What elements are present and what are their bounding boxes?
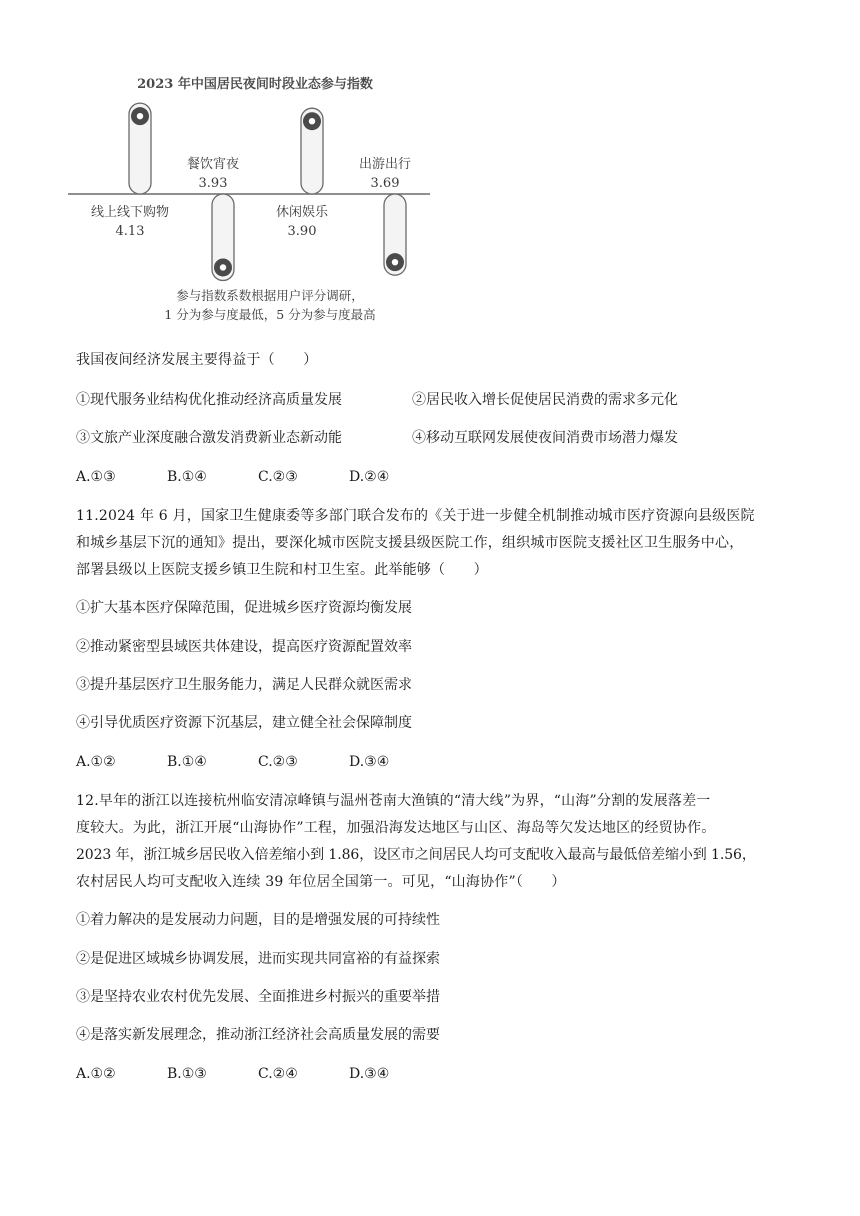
q12-option-1: ①着力解决的是发展动力问题，目的是增强发展的可持续性 (76, 912, 440, 928)
q10-choice-d[interactable]: D.②④ (349, 469, 390, 485)
category-label-2: 餐饮宵夜 (186, 157, 240, 172)
q11-stem-line-1: 11.2024 年 6 月，国家卫生健康委等多部门联合发布的《关于进一步健全机制推动城市医疗资源向县级医院 (76, 508, 755, 524)
category-label-4: 出游出行 (358, 157, 412, 172)
q12-choice-a[interactable]: A.①② (76, 1066, 116, 1082)
value-label-4: 3.69 (370, 176, 400, 191)
chart-title: 2023 年中国居民夜间时段业态参与指数 (137, 77, 373, 92)
q11-stem-line-3: 部署县级以上医院支援乡镇卫生院和村卫生室。此举能够（ ） (76, 562, 488, 578)
q11-choice-c[interactable]: C.②③ (258, 754, 298, 770)
category-label-1: 线上线下购物 (90, 205, 170, 220)
q10-option-1: ①现代服务业结构优化推动经济高质量发展 (76, 392, 342, 408)
q10-choice-b[interactable]: B.①④ (167, 469, 207, 485)
q12-option-4: ④是落实新发展理念，推动浙江经济社会高质量发展的需要 (76, 1027, 440, 1043)
leisure-phone-icon-glyph (309, 118, 315, 124)
q11-choice-b[interactable]: B.①④ (167, 754, 207, 770)
q11-option-2: ②推动紧密型县域医共体建设，提高医疗资源配置效率 (76, 639, 412, 655)
q11-choice-d[interactable]: D.③④ (349, 754, 390, 770)
value-label-3: 3.90 (287, 224, 317, 239)
q10-choice-a[interactable]: A.①③ (76, 469, 116, 485)
shopping-people-icon-glyph (137, 113, 143, 119)
q11-choice-a[interactable]: A.①② (76, 754, 116, 770)
q12-stem-line-1: 12.早年的浙江以连接杭州临安清凉峰镇与温州苍南大渔镇的“清大线”为界，“山海”分割的发展落差一 (76, 793, 711, 809)
q12-stem-line-2: 度较大。为此，浙江开展“山海协作”工程，加强沿海发达地区与山区、海岛等欠发达地区的经贸协作。 (76, 820, 716, 836)
q10-option-3: ③文旅产业深度融合激发消费新业态新动能 (76, 430, 342, 446)
q12-choice-c[interactable]: C.②④ (258, 1066, 298, 1082)
q11-option-4: ④引导优质医疗资源下沉基层，建立健全社会保障制度 (76, 715, 412, 731)
night-economy-chart (60, 64, 450, 334)
dining-icon-glyph (220, 264, 226, 270)
q12-choice-d[interactable]: D.③④ (349, 1066, 390, 1082)
q10-option-4: ④移动互联网发展使夜间消费市场潜力爆发 (412, 430, 678, 446)
q10-stem: 我国夜间经济发展主要得益于（ ） (76, 352, 318, 368)
q12-option-3: ③是坚持农业农村优先发展、全面推进乡村振兴的重要举措 (76, 989, 440, 1005)
q10-choice-c[interactable]: C.②③ (258, 469, 298, 485)
q12-stem-line-4: 农村居民人均可支配收入连续 39 年位居全国第一。可见，“山海协作”（ ） (76, 874, 566, 890)
q12-option-2: ②是促进区域城乡协调发展，进而实现共同富裕的有益探索 (76, 951, 440, 967)
value-label-2: 3.93 (198, 176, 228, 191)
chart-note-line-1: 参与指数系数根据用户评分调研， (176, 288, 364, 303)
q12-choice-b[interactable]: B.①③ (167, 1066, 207, 1082)
q10-option-2: ②居民收入增长促使居民消费的需求多元化 (412, 392, 678, 408)
q11-option-3: ③提升基层医疗卫生服务能力，满足人民群众就医需求 (76, 677, 412, 693)
chart-note-line-2: 1 分为参与度最低，5 分为参与度最高 (164, 307, 376, 322)
chart-svg (60, 64, 450, 334)
travel-people-icon-glyph (392, 259, 398, 265)
category-label-3: 休闲娱乐 (275, 205, 329, 220)
value-label-1: 4.13 (115, 224, 145, 239)
q12-stem-line-3: 2023 年，浙江城乡居民收入倍差缩小到 1.86，设区市之间居民人均可支配收入最高与最低倍差缩小到 1.56， (76, 847, 756, 863)
q11-stem-line-2: 和城乡基层下沉的通知》提出，要深化城市医院支援县级医院工作，组织城市医院支援社区卫生服务中心， (76, 535, 744, 551)
q11-option-1: ①扩大基本医疗保障范围，促进城乡医疗资源均衡发展 (76, 600, 412, 616)
